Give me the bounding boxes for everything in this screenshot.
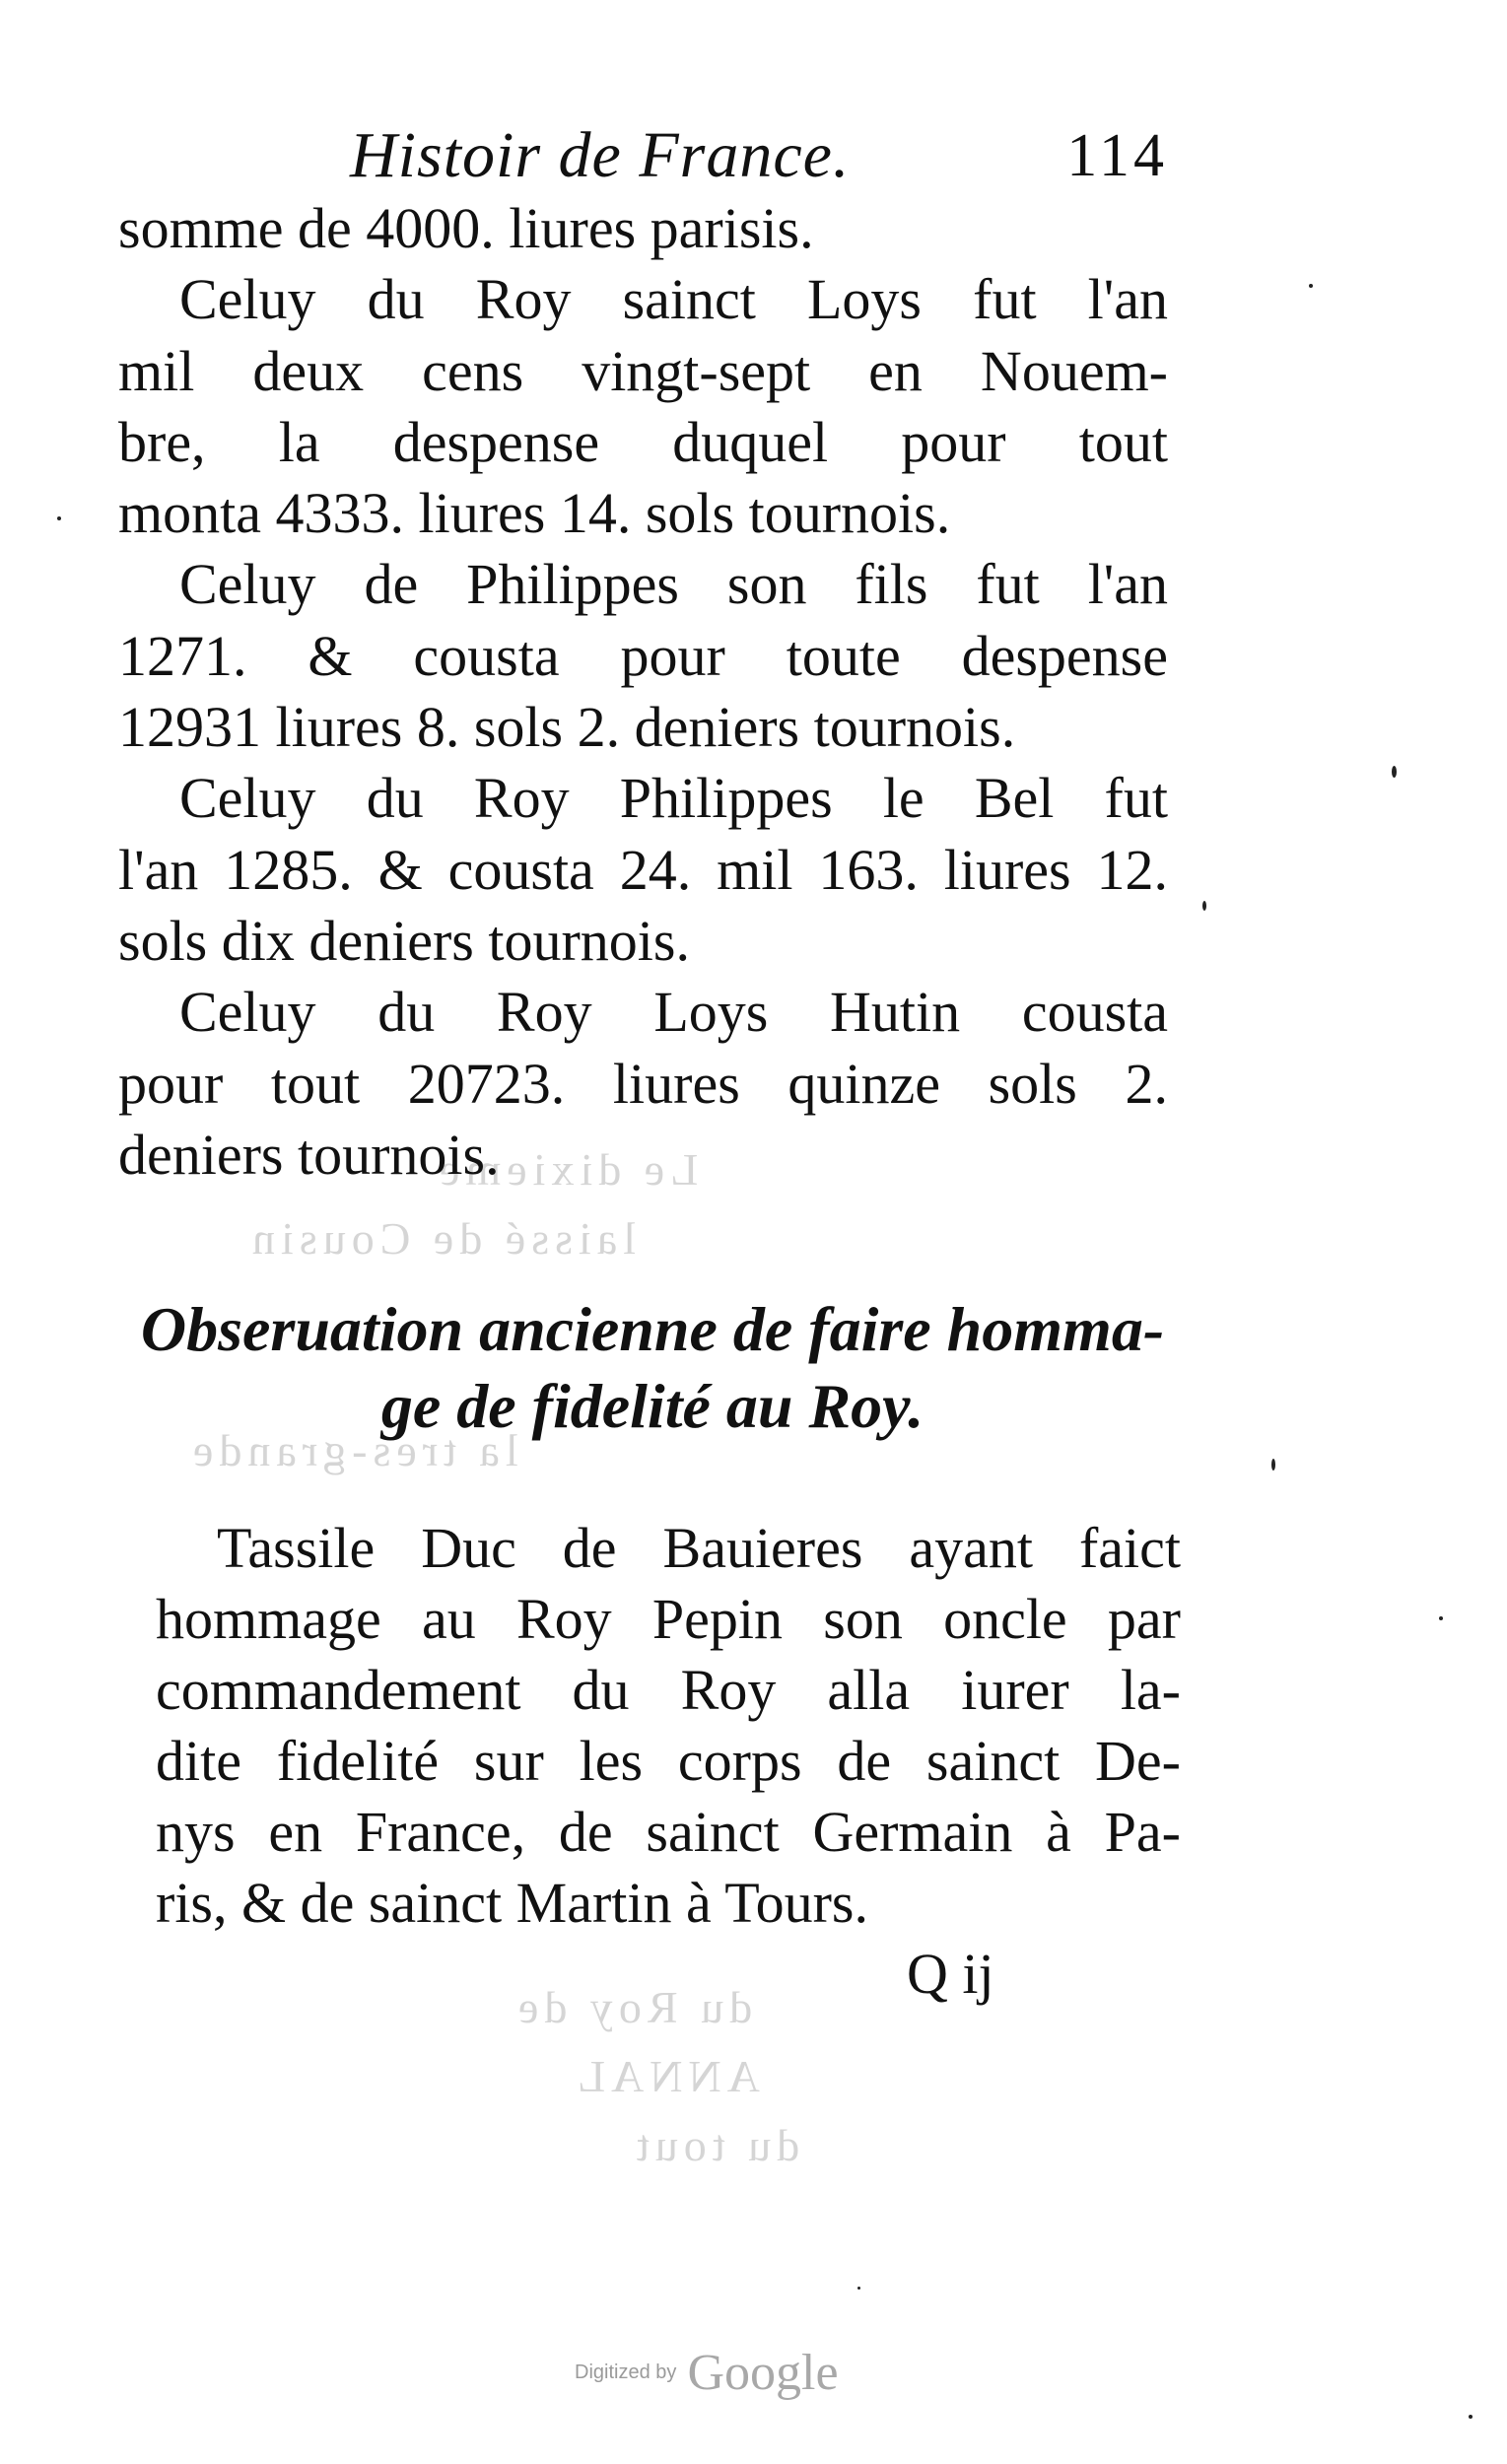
google-logo: Google bbox=[687, 2345, 839, 2401]
heading-line: Obseruation ancienne de faire homma- bbox=[140, 1294, 1165, 1364]
text-line: dite fidelité sur les corps de sainct De- bbox=[156, 1729, 1181, 1793]
signature-mark: Q ij bbox=[907, 1942, 994, 2006]
bleed-through: laissé de Cousin bbox=[246, 1213, 636, 1264]
text-line: sols dix deniers tournois. bbox=[118, 908, 690, 973]
scan-speck bbox=[1202, 901, 1206, 911]
text-line: Tassile Duc de Bauieres ayant faict bbox=[217, 1516, 1181, 1580]
digitization-watermark bbox=[575, 2344, 839, 2403]
text-line: somme de 4000. liures parisis. bbox=[118, 196, 814, 260]
heading-line: ge de fidelité au Roy. bbox=[380, 1371, 925, 1441]
running-title: Histoir de France. bbox=[350, 119, 851, 191]
text-line: ris, & de sainct Martin à Tours. bbox=[156, 1871, 868, 1935]
text-line: bre, la despense duquel pour tout bbox=[118, 409, 1168, 474]
bleed-through: du tout bbox=[631, 2120, 800, 2170]
text-line: Celuy du Roy sainct Loys fut l'an bbox=[179, 267, 1168, 332]
text-line: monta 4333. liures 14. sols tournois. bbox=[118, 481, 951, 546]
bleed-through: ANNAL bbox=[572, 2051, 760, 2101]
scan-speck bbox=[1392, 766, 1397, 778]
text-line: nys en France, de sainct Germain à Pa- bbox=[156, 1800, 1181, 1864]
bleed-through: du Roy de bbox=[513, 1982, 753, 2032]
text-line: commandement du Roy alla iurer la- bbox=[156, 1658, 1181, 1722]
text-line: hommage au Roy Pepin son oncle par bbox=[156, 1587, 1181, 1651]
bleed-through: la tres-grande bbox=[187, 1425, 518, 1475]
text-line: mil deux cens vingt-sept en Nouem- bbox=[118, 338, 1168, 403]
body-text bbox=[118, 193, 1168, 1191]
scan-speck bbox=[1309, 284, 1313, 288]
text-line: Celuy du Roy Philippes le Bel fut bbox=[179, 766, 1168, 831]
page-number: 114 bbox=[1066, 122, 1168, 189]
section-paragraph bbox=[156, 1513, 1181, 1939]
page-header bbox=[350, 116, 1168, 195]
watermark-prefix: Digitized by bbox=[575, 2361, 677, 2383]
text-line: 12931 liures 8. sols 2. deniers tournois. bbox=[118, 695, 1016, 760]
text-line: 1271. & cousta pour toute despense bbox=[118, 623, 1168, 688]
scan-speck bbox=[57, 516, 61, 520]
scan-speck bbox=[857, 2287, 860, 2290]
bleed-through: Le dixieme bbox=[434, 1144, 699, 1195]
section-heading bbox=[140, 1291, 1165, 1445]
text-line: deniers tournois. bbox=[118, 1122, 500, 1187]
text-line: pour tout 20723. liures quinze sols 2. bbox=[118, 1051, 1168, 1116]
text-line: Celuy de Philippes son fils fut l'an bbox=[179, 552, 1168, 617]
scan-speck bbox=[1271, 1459, 1275, 1471]
scan-speck bbox=[1469, 2415, 1473, 2419]
scan-speck bbox=[1439, 1616, 1443, 1620]
text-line: l'an 1285. & cousta 24. mil 163. liures 12. bbox=[118, 837, 1168, 902]
text-line: Celuy du Roy Loys Hutin cousta bbox=[179, 980, 1168, 1045]
